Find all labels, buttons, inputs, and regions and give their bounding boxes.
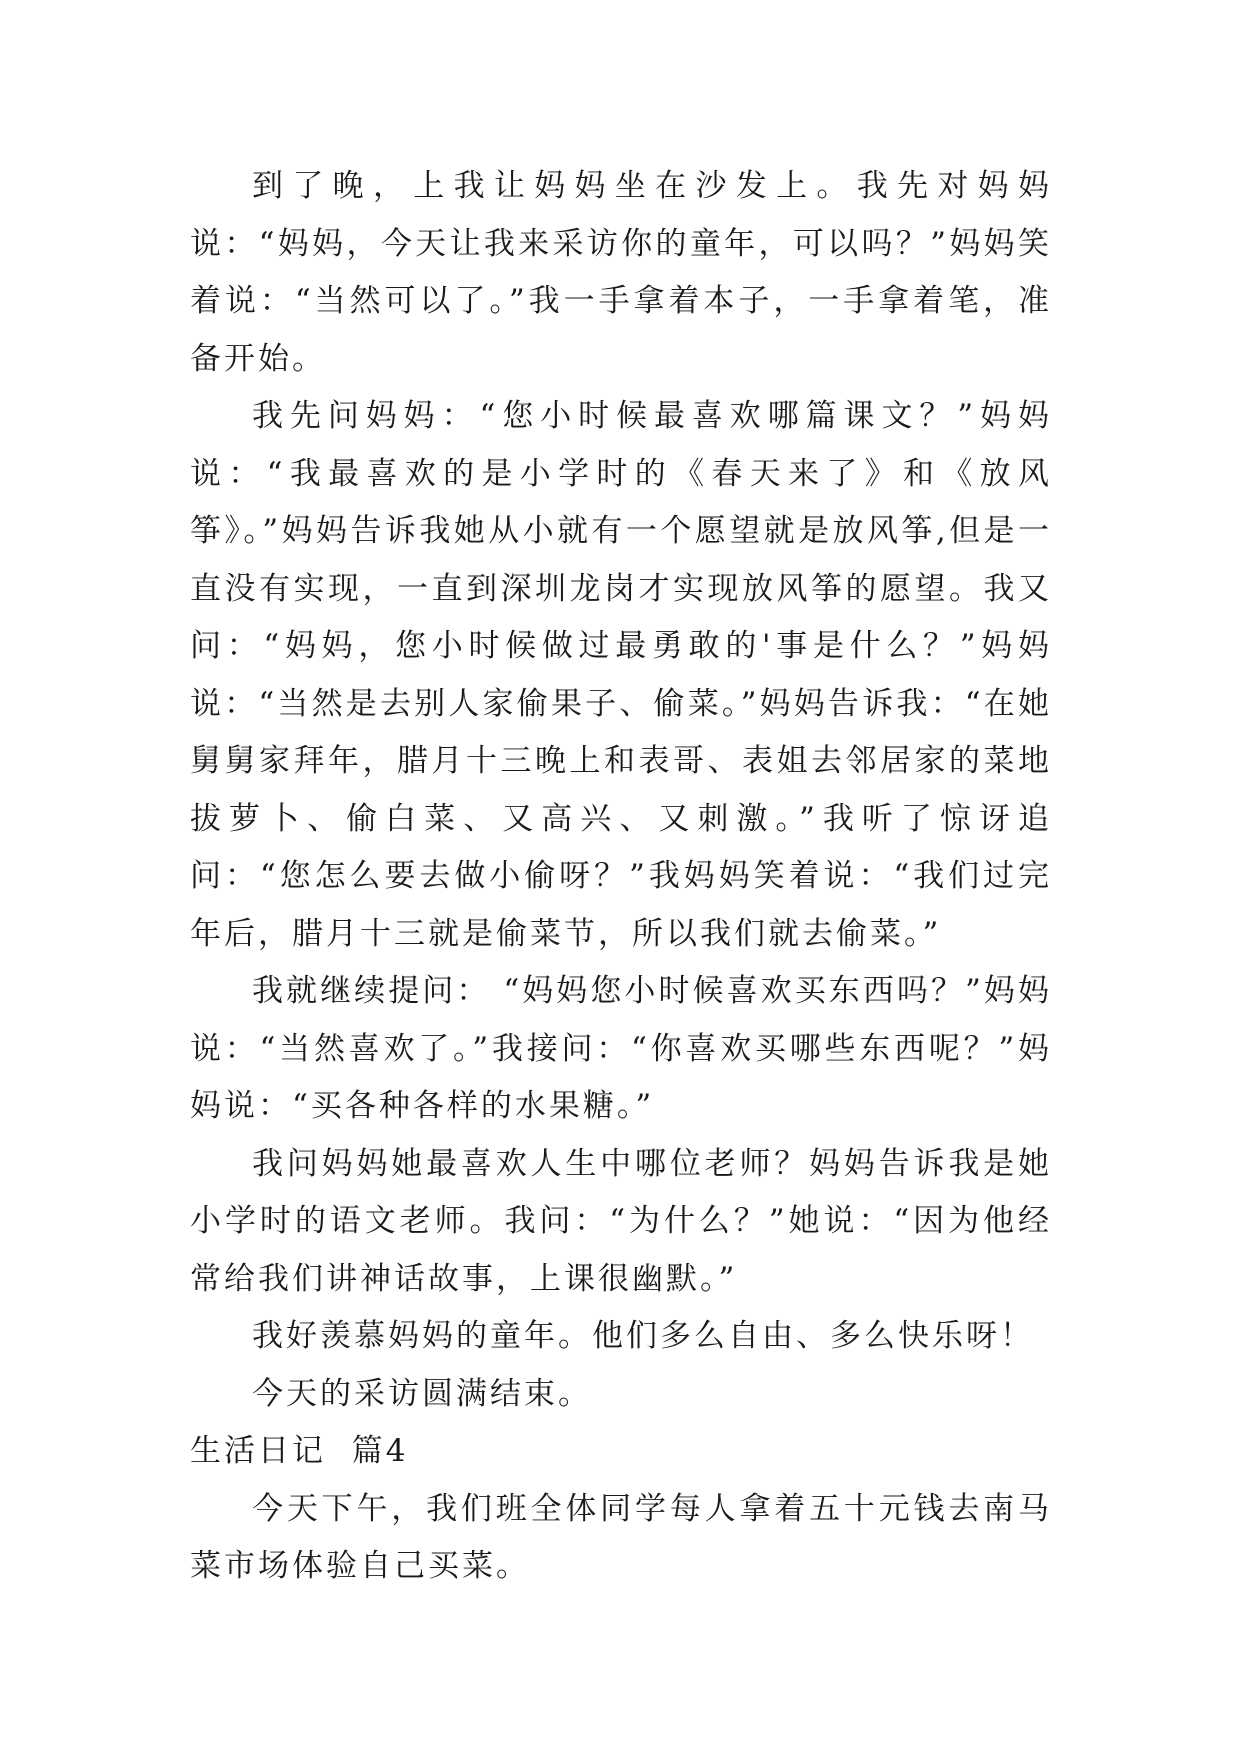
paragraph-5: 我好羡慕妈妈的童年。他们多么自由、多么快乐呀！ bbox=[252, 1318, 1034, 1354]
paragraph-7: 今天下午，我们班全体同学每人拿着五十元钱去南马菜市场体验自己买菜。 bbox=[190, 1490, 1052, 1584]
paragraph-6: 今天的采访圆满结束。 bbox=[252, 1375, 592, 1412]
paragraph-2: 我先问妈妈：“您小时候最喜欢哪篇课文？”妈妈说：“我最喜欢的是小学时的《春天来了》和《放风筝》。”妈妈告诉我她从小就有一个愿望就是放风筝,但是一直没有实现，一直到深圳龙岗才实现放风筝的愿望。我又问：“妈妈，您小时候做过最勇敢的'事是什么？”妈妈说：“当然是去别人家偷果子、偷菜。”妈妈告诉我：“在她舅舅家拜年，腊月十三晚上和表哥、表姐去邻居家的菜地拔萝卜、偷白菜、又高兴、又刺激。”我听了惊讶追问：“您怎么要去做小偷呀？”我妈妈笑着说：“我们过完年后，腊月十三就是偷菜节，所以我们就去偷菜。” bbox=[190, 398, 1052, 952]
paragraph-3: 我就继续提问： “妈妈您小时候喜欢买东西吗？”妈妈说：“当然喜欢了。”我接问：“你喜欢买哪些东西呢？”妈妈说：“买各种各样的水果糖。” bbox=[190, 973, 1052, 1124]
document-page bbox=[190, 158, 1052, 1596]
paragraph-4: 我问妈妈她最喜欢人生中哪位老师？妈妈告诉我是她小学时的语文老师。我问：“为什么？”她说：“因为他经常给我们讲神话故事，上课很幽默。” bbox=[190, 1145, 1052, 1297]
section-heading: 生活日记 篇4 bbox=[190, 1433, 409, 1469]
paragraph-1: 到了晚，上我让妈妈坐在沙发上。我先对妈妈说：“妈妈，今天让我来采访你的童年，可以吗？”妈妈笑着说：“当然可以了。”我一手拿着本子，一手拿着笔，准备开始。 bbox=[190, 168, 1052, 377]
